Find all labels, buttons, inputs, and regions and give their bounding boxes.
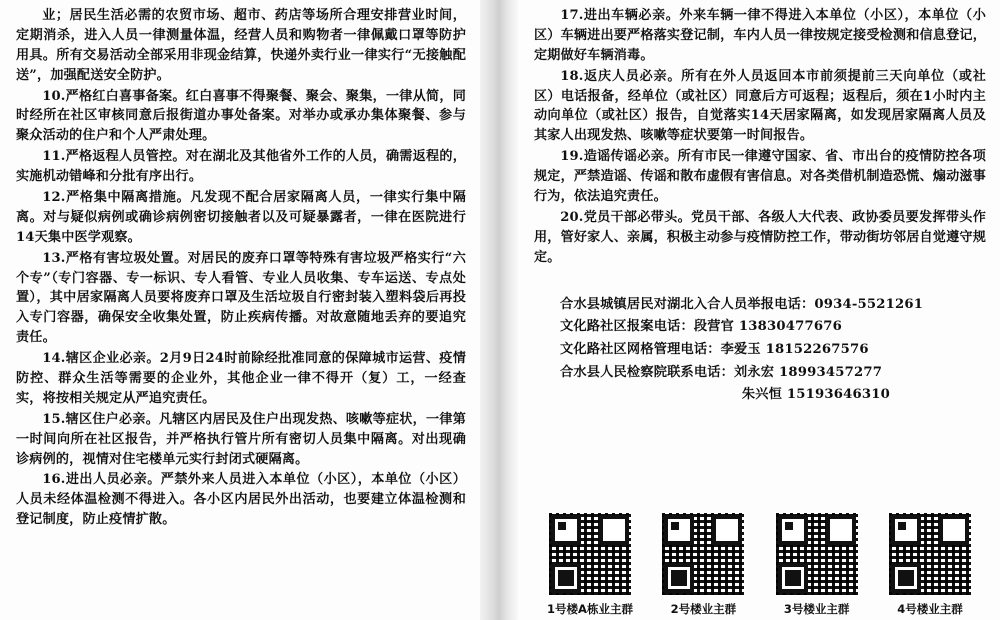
left-page-column (0, 0, 480, 537)
paragraph: 11.严格返程人员管控。对在湖北及其他省外工作的人员，确需返程的，实施机动错峰和分批有序出行。 (16, 149, 466, 185)
qr-code-label: 2号楼业主群 (670, 602, 737, 616)
contact-line-extra: 朱兴恒 15193646310 (741, 387, 890, 403)
paragraph: 17.进出车辆必亲。外来车辆一律不得进入本单位（小区），本单位（小区）车辆进出要严格落实登记制，车内人员一律按规定接受检测和信息登记，定期做好车辆消毒。 (534, 8, 986, 63)
paragraph: 16.进出人员必亲。严禁外来人员进入本单位（小区），本单位（小区）人员未经体温检测不得进入。各小区内居民外出活动，也要建立体温检测和登记制度，防止疫情扩散。 (16, 472, 466, 528)
paragraph: 12.严格集中隔离措施。凡发现不配合居家隔离人员，一律实行集中隔离。对与疑似病例或确诊病例密切接触者以及可疑暴露者，一律在医院进行14天集中医学观察。 (16, 190, 466, 245)
qr-code-icon (661, 512, 745, 596)
qr-code-item (767, 512, 867, 617)
qr-code-label: 1号楼A栋业主群 (547, 602, 633, 616)
qr-code-icon (888, 512, 972, 596)
contact-line: 合水县城镇居民对湖北入合人员举报电话：0934-5521261 (560, 296, 924, 312)
paragraph: 20.党员干部必带头。党员干部、各级人大代表、政协委员要发挥带头作用，管好家人、亲属，积极主动参与疫情防控工作，带动街坊邻居自觉遵守规定。 (534, 209, 986, 265)
qr-code-row (540, 512, 980, 617)
paragraph: 10.严格红白喜事备案。红白喜事不得聚餐、聚会、聚集，一律从简，同时经所在社区审核同意后报街道办事处备案。对举办或承办集体聚餐、参与聚众活动的住户和个人严肃处理。 (16, 88, 466, 144)
paragraph: 13.严格有害垃圾处置。对居民的废弃口罩等特殊有害垃圾严格实行“六个专”（专门容器、专一标识、专人看管、专业人员收集、专车运送、专点处置），其中居家隔离人员要将废弃口罩及生活垃圾自行密封装入塑料袋后再投入专门容器，确保安全收集处置，防止疾病传播。对故意随地丢弃的要追究责任。 (16, 250, 466, 346)
qr-code-label: 4号楼业主群 (897, 602, 963, 616)
qr-code-item (880, 512, 980, 617)
contact-line: 合水县人民检察院联系电话：刘永宏 18993457277 (560, 364, 883, 380)
contact-line: 文化路社区网格管理电话：李爱玉 18152267576 (560, 341, 869, 357)
qr-code-label: 3号楼业主群 (783, 602, 850, 616)
paragraph: 15.辖区住户必亲。凡辖区内居民及住户出现发热、咳嗽等症状，一律第一时间向所在社区报告，并严格执行管片所有密切人员集中隔离。对出现确诊病例的，视情对住宅楼单元实行封闭式硬隔离。 (16, 411, 466, 467)
qr-code-item (653, 512, 753, 617)
page-fold-gutter (480, 0, 518, 620)
paragraph: 19.造谣传谣必亲。所有市民一律遵守国家、省、市出台的疫情防控各项规定，严禁造谣、传谣和散布虚假有害信息。对各类借机制造恐慌、煽动滋事行为，依法追究责任。 (534, 149, 986, 205)
paragraph: 18.返庆人员必亲。所有在外人员返回本市前须提前三天向单位（或社区）电话报备，经单位（或社区）同意后方可返程；返程后，须在1小时内主动向单位（或社区）报告，自觉落实14天居家隔离，如发现居家隔离人员及其家人出现发热、咳嗽等症状要第一时间报告。 (534, 68, 986, 144)
contact-block (560, 294, 986, 408)
paragraph: 业；居民生活必需的农贸市场、超市、药店等场所合理安排营业时间，定期消杀，进入人员一律测量体温，经营人员和购物者一律佩戴口罩等防护用具。所有交易活动全部采用非现金结算，快递外卖行业一律实行“无接触配送”，加强配送安全防护。 (16, 8, 466, 83)
paragraph: 14.辖区企业必亲。2月9日24时前除经批准同意的保障城市运营、疫情防控、群众生活等需要的企业外，其他企业一律不得开（复）工，一经查实，将按相关规定从严追究责任。 (16, 351, 466, 406)
contact-line: 文化路社区报案电话：段营官 13830477676 (560, 319, 842, 335)
qr-code-item (540, 512, 640, 617)
qr-code-icon (548, 512, 632, 596)
qr-code-icon (775, 512, 859, 596)
right-page-column (518, 0, 1000, 413)
